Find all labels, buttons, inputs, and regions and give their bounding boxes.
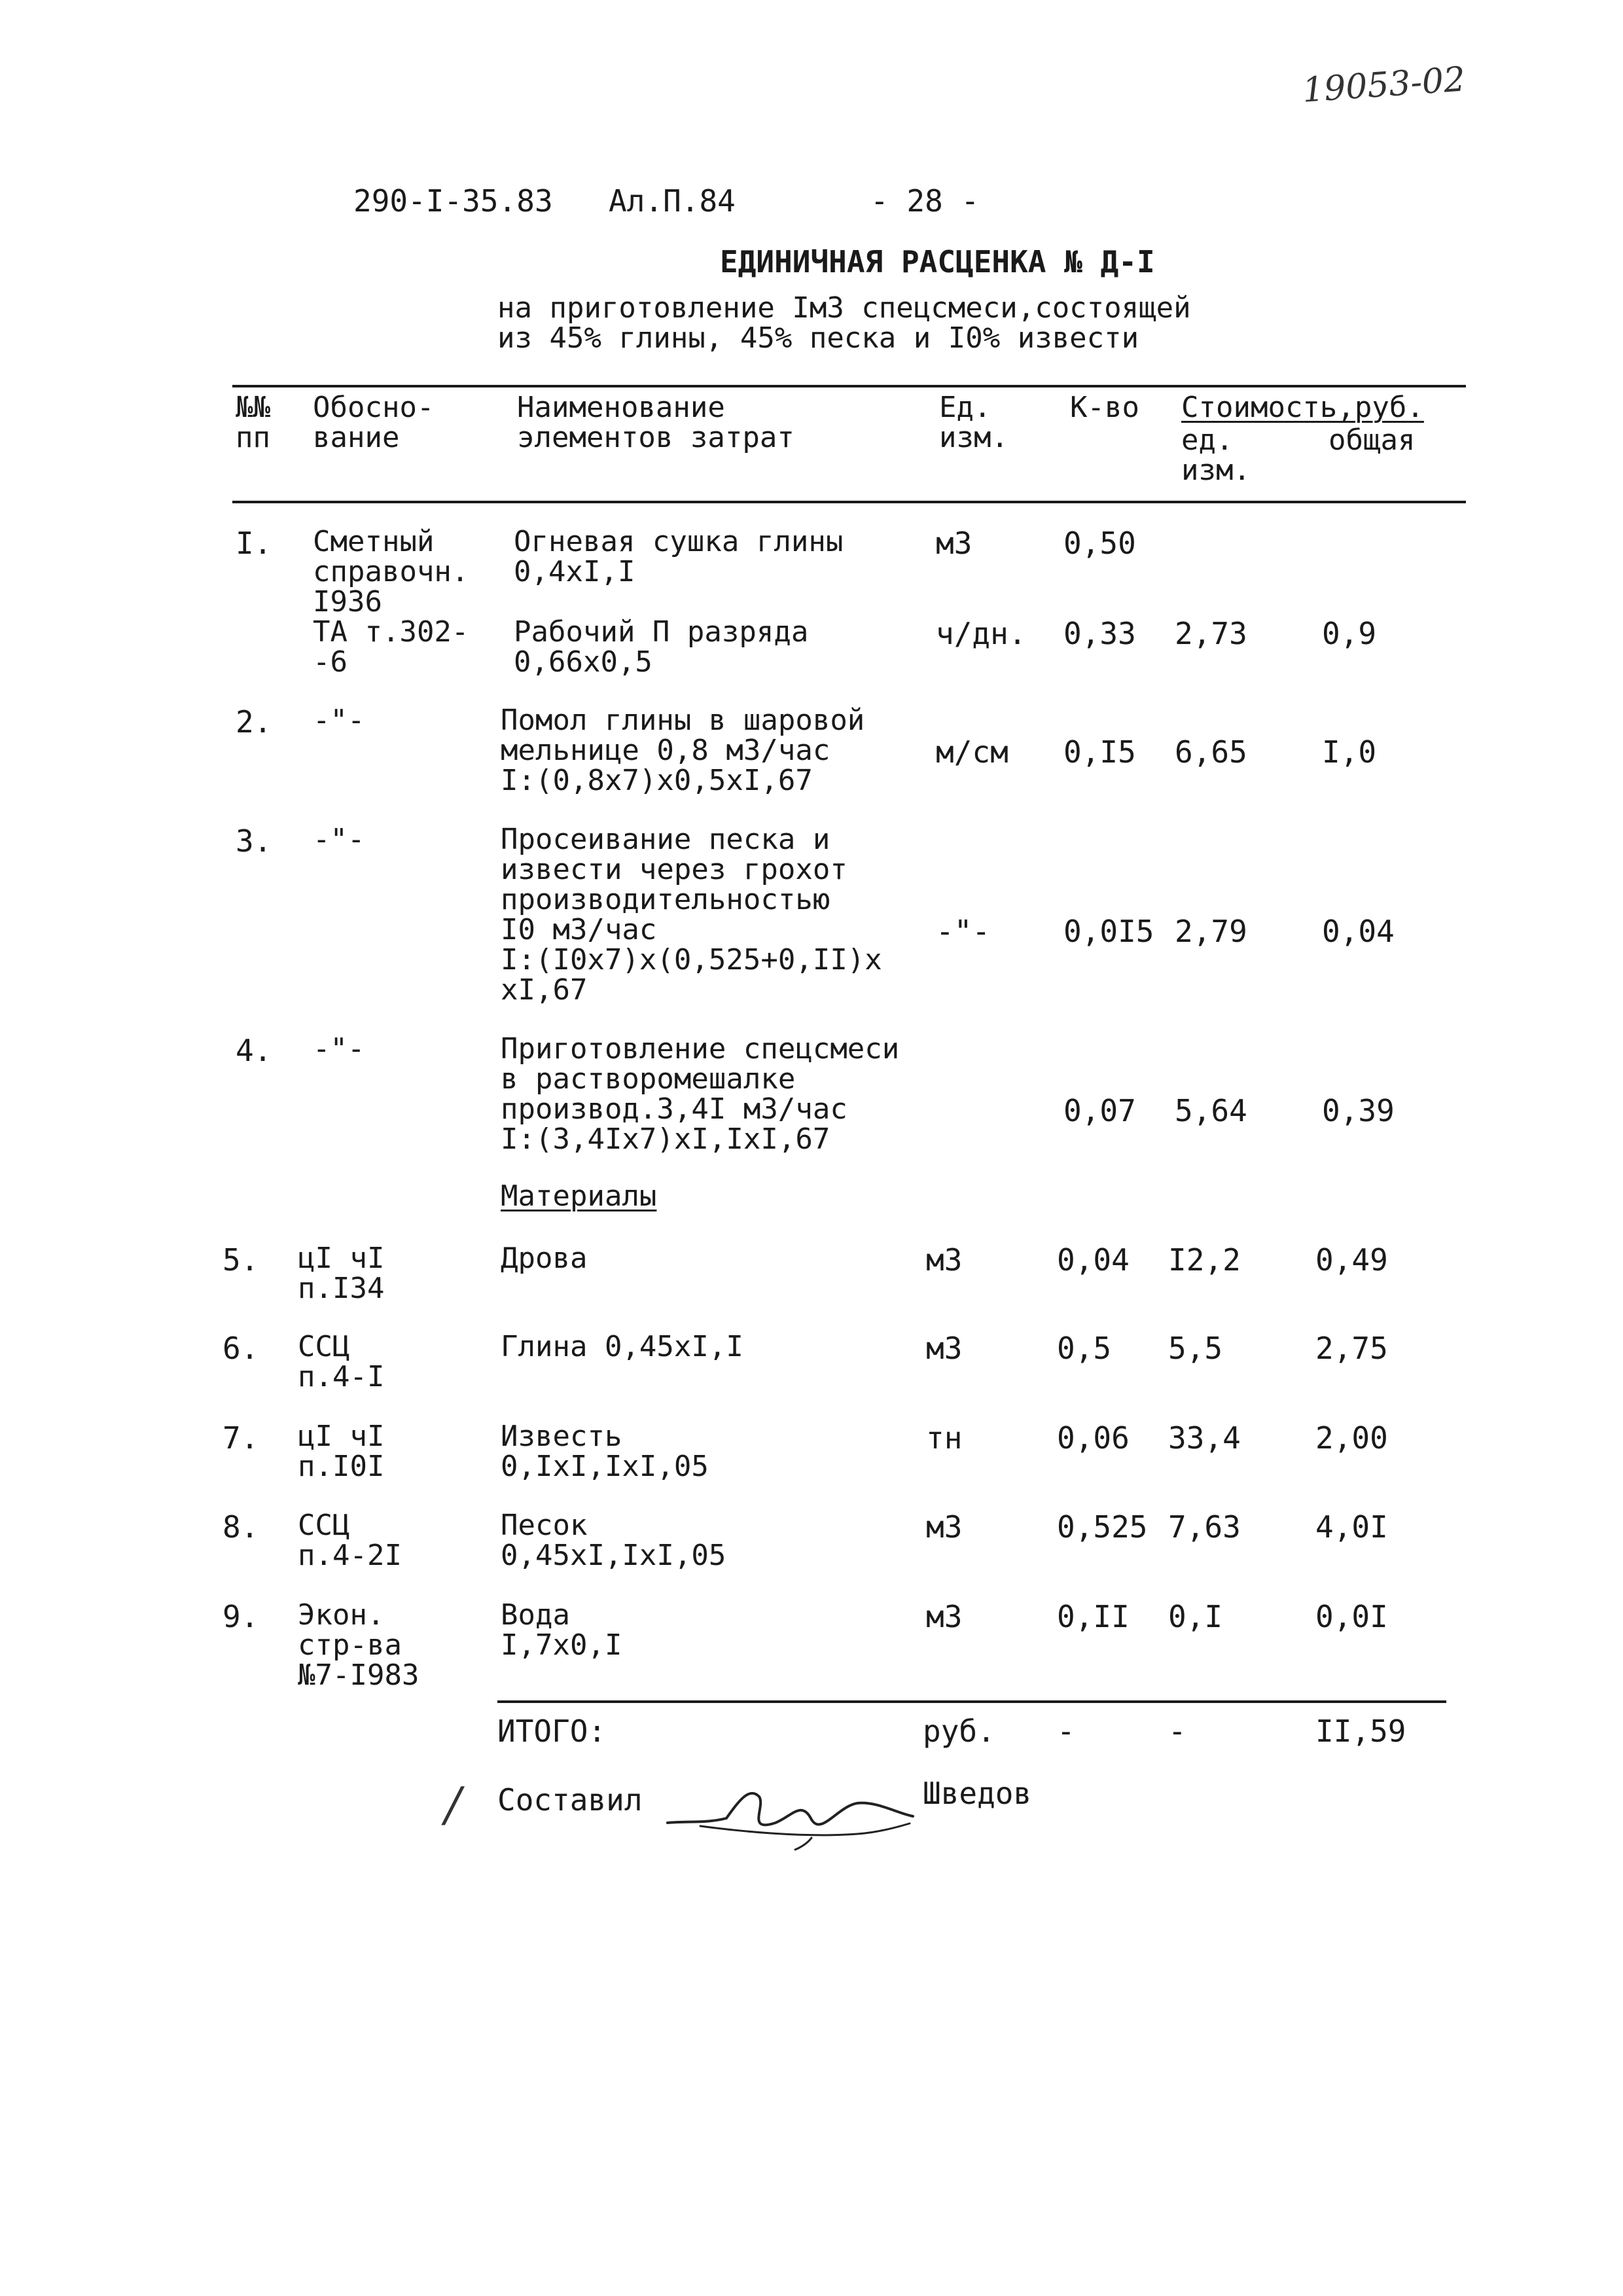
row-unit: м/см bbox=[936, 734, 1008, 770]
total-rule bbox=[497, 1700, 1446, 1703]
row-unit-price: 2,79 bbox=[1175, 914, 1247, 949]
row-quantity: 0,II bbox=[1057, 1599, 1130, 1634]
row-quantity: 0,I5 bbox=[1063, 734, 1136, 770]
row-number: 3. bbox=[236, 823, 272, 859]
row-unit-price: I2,2 bbox=[1168, 1242, 1241, 1278]
row-name-line: в растворомешалке bbox=[501, 1062, 796, 1096]
row-name-line: Известь bbox=[501, 1420, 622, 1453]
row-unit-price: 2,73 bbox=[1175, 616, 1247, 651]
row-number: 4. bbox=[236, 1033, 272, 1068]
document-code: 290-I-35.83 bbox=[353, 183, 553, 219]
row-unit: м3 bbox=[936, 526, 972, 561]
header-cost: Стоимость,руб. bbox=[1181, 391, 1424, 424]
row-name-line: производительностью bbox=[501, 883, 830, 916]
compiled-by-label: Составил bbox=[497, 1782, 643, 1818]
row-name-line: Дрова bbox=[501, 1242, 588, 1275]
margin-slash: / bbox=[445, 1777, 461, 1832]
row-quantity: 0,5 bbox=[1057, 1331, 1112, 1366]
row-total: 0,49 bbox=[1315, 1242, 1388, 1278]
row-total: 0,9 bbox=[1322, 616, 1377, 651]
header-num-2: пп bbox=[236, 421, 270, 454]
row-number: 9. bbox=[223, 1599, 259, 1634]
row-unit-price: 5,5 bbox=[1168, 1331, 1223, 1366]
row-unit-price: 0,I bbox=[1168, 1599, 1223, 1634]
row-basis-line: I936 bbox=[313, 585, 382, 619]
signature bbox=[661, 1761, 923, 1852]
section-materials: Материалы bbox=[501, 1179, 657, 1213]
row-unit: тн bbox=[926, 1420, 963, 1456]
row-unit: м3 bbox=[926, 1509, 963, 1545]
row-unit: м3 bbox=[926, 1599, 963, 1634]
row-unit: м3 bbox=[926, 1242, 963, 1278]
header-unit-1: Ед. bbox=[939, 391, 991, 424]
row-total: 0,39 bbox=[1322, 1093, 1395, 1128]
page-number: - 28 - bbox=[870, 183, 980, 219]
row-name-line: 0,IxI,IxI,05 bbox=[501, 1450, 709, 1483]
row-name-line: Просеивание песка и bbox=[501, 823, 830, 856]
row-name-line: Помол глины в шаровой bbox=[501, 704, 865, 737]
row-total: 0,04 bbox=[1322, 914, 1395, 949]
total-value: II,59 bbox=[1315, 1713, 1406, 1749]
row-name-line: мельнице 0,8 м3/час bbox=[501, 734, 830, 767]
row-quantity: 0,50 bbox=[1063, 526, 1136, 561]
row-quantity: 0,0I5 bbox=[1063, 914, 1154, 949]
total-price: - bbox=[1168, 1713, 1186, 1749]
row-basis-line: справочн. bbox=[313, 555, 469, 588]
row-unit: -"- bbox=[936, 914, 991, 949]
row-quantity: 0,06 bbox=[1057, 1420, 1130, 1456]
row-name-line: I:(0,8x7)x0,5xI,67 bbox=[501, 764, 813, 797]
row-name-line: xI,67 bbox=[501, 973, 588, 1007]
row-unit-price: 6,65 bbox=[1175, 734, 1247, 770]
row-quantity: 0,07 bbox=[1063, 1093, 1136, 1128]
row-basis-line: ТА т.302- bbox=[313, 615, 469, 649]
header-bottom-rule bbox=[232, 501, 1466, 503]
row-name-line: Песок bbox=[501, 1509, 588, 1542]
row-name-line: Глина 0,45xI,I bbox=[501, 1330, 743, 1363]
row-unit: ч/дн. bbox=[936, 616, 1027, 651]
row-number: 5. bbox=[223, 1242, 259, 1278]
row-basis-line: п.I0I bbox=[298, 1450, 385, 1483]
album-number: Ал.П.84 bbox=[609, 183, 736, 219]
document-title: ЕДИНИЧНАЯ РАСЦЕНКА № Д-I bbox=[720, 244, 1155, 279]
row-basis-line: цI чI bbox=[298, 1242, 385, 1275]
row-basis-line: цI чI bbox=[298, 1420, 385, 1453]
row-basis-line: -"- bbox=[313, 1032, 365, 1066]
row-basis-line: п.4-2I bbox=[298, 1539, 402, 1572]
subtitle-line-2: из 45% глины, 45% песка и I0% извести bbox=[497, 321, 1139, 355]
row-unit: м3 bbox=[926, 1331, 963, 1366]
compiler-name: Шведов bbox=[923, 1776, 1032, 1811]
row-name-line: 0,4xI,I bbox=[514, 555, 635, 588]
row-quantity: 0,33 bbox=[1063, 616, 1136, 651]
header-unit-2: изм. bbox=[939, 421, 1008, 454]
row-basis-line: -"- bbox=[313, 704, 365, 737]
header-cost-unit-2: изм. bbox=[1181, 454, 1251, 487]
row-basis-line: п.I34 bbox=[298, 1272, 385, 1305]
row-quantity: 0,04 bbox=[1057, 1242, 1130, 1278]
row-name-line: I:(3,4Ix7)xI,IxI,67 bbox=[501, 1122, 830, 1156]
row-name-line: Рабочий П разряда bbox=[514, 615, 809, 649]
header-basis-1: Обосно- bbox=[313, 391, 435, 424]
row-number: 8. bbox=[223, 1509, 259, 1545]
total-quantity: - bbox=[1057, 1713, 1075, 1749]
row-name-line: I:(I0x7)x(0,525+0,II)x bbox=[501, 943, 882, 977]
row-name-line: I0 м3/час bbox=[501, 913, 657, 946]
row-quantity: 0,525 bbox=[1057, 1509, 1148, 1545]
header-name-1: Наименование bbox=[517, 391, 725, 424]
header-cost-total: общая bbox=[1329, 423, 1416, 457]
row-name-line: I,7x0,I bbox=[501, 1628, 622, 1662]
row-basis-line: п.4-I bbox=[298, 1360, 385, 1393]
row-basis-line: -"- bbox=[313, 823, 365, 856]
row-total: 0,0I bbox=[1315, 1599, 1388, 1634]
row-basis-line: Экон. bbox=[298, 1598, 385, 1632]
header-cost-unit-1: ед. bbox=[1181, 423, 1234, 457]
row-total: I,0 bbox=[1322, 734, 1377, 770]
row-basis-line: Сметный bbox=[313, 525, 435, 558]
row-basis-line: ССЦ bbox=[298, 1330, 350, 1363]
row-total: 2,75 bbox=[1315, 1331, 1388, 1366]
row-number: 7. bbox=[223, 1420, 259, 1456]
archive-stamp: 19053-02 bbox=[1301, 60, 1467, 111]
row-basis-line: №7-I983 bbox=[298, 1659, 419, 1692]
row-total: 2,00 bbox=[1315, 1420, 1388, 1456]
row-total: 4,0I bbox=[1315, 1509, 1388, 1545]
row-unit-price: 33,4 bbox=[1168, 1420, 1241, 1456]
row-name-line: Огневая сушка глины bbox=[514, 525, 844, 558]
row-basis-line: -6 bbox=[313, 645, 348, 679]
table-top-rule bbox=[232, 385, 1466, 387]
row-unit-price: 5,64 bbox=[1175, 1093, 1247, 1128]
row-name-line: 0,45xI,IxI,05 bbox=[501, 1539, 726, 1572]
row-name-line: Вода bbox=[501, 1598, 570, 1632]
row-name-line: производ.3,4I м3/час bbox=[501, 1092, 847, 1126]
row-unit-price: 7,63 bbox=[1168, 1509, 1241, 1545]
row-basis-line: стр-ва bbox=[298, 1628, 402, 1662]
subtitle-line-1: на приготовление Iм3 спецсмеси,состоящей bbox=[497, 291, 1191, 325]
row-name-line: Приготовление спецсмеси bbox=[501, 1032, 900, 1066]
header-name-2: элементов затрат bbox=[517, 421, 794, 454]
row-name-line: 0,66x0,5 bbox=[514, 645, 652, 679]
row-basis-line: ССЦ bbox=[298, 1509, 350, 1542]
row-number: I. bbox=[236, 526, 272, 561]
total-label: ИТОГО: bbox=[497, 1713, 607, 1749]
header-basis-2: вание bbox=[313, 421, 400, 454]
header-num-1: №№ bbox=[236, 391, 270, 424]
row-name-line: извести через грохот bbox=[501, 853, 847, 886]
row-number: 2. bbox=[236, 704, 272, 740]
header-quantity: К-во bbox=[1070, 391, 1139, 424]
total-unit: руб. bbox=[923, 1713, 995, 1749]
row-number: 6. bbox=[223, 1331, 259, 1366]
